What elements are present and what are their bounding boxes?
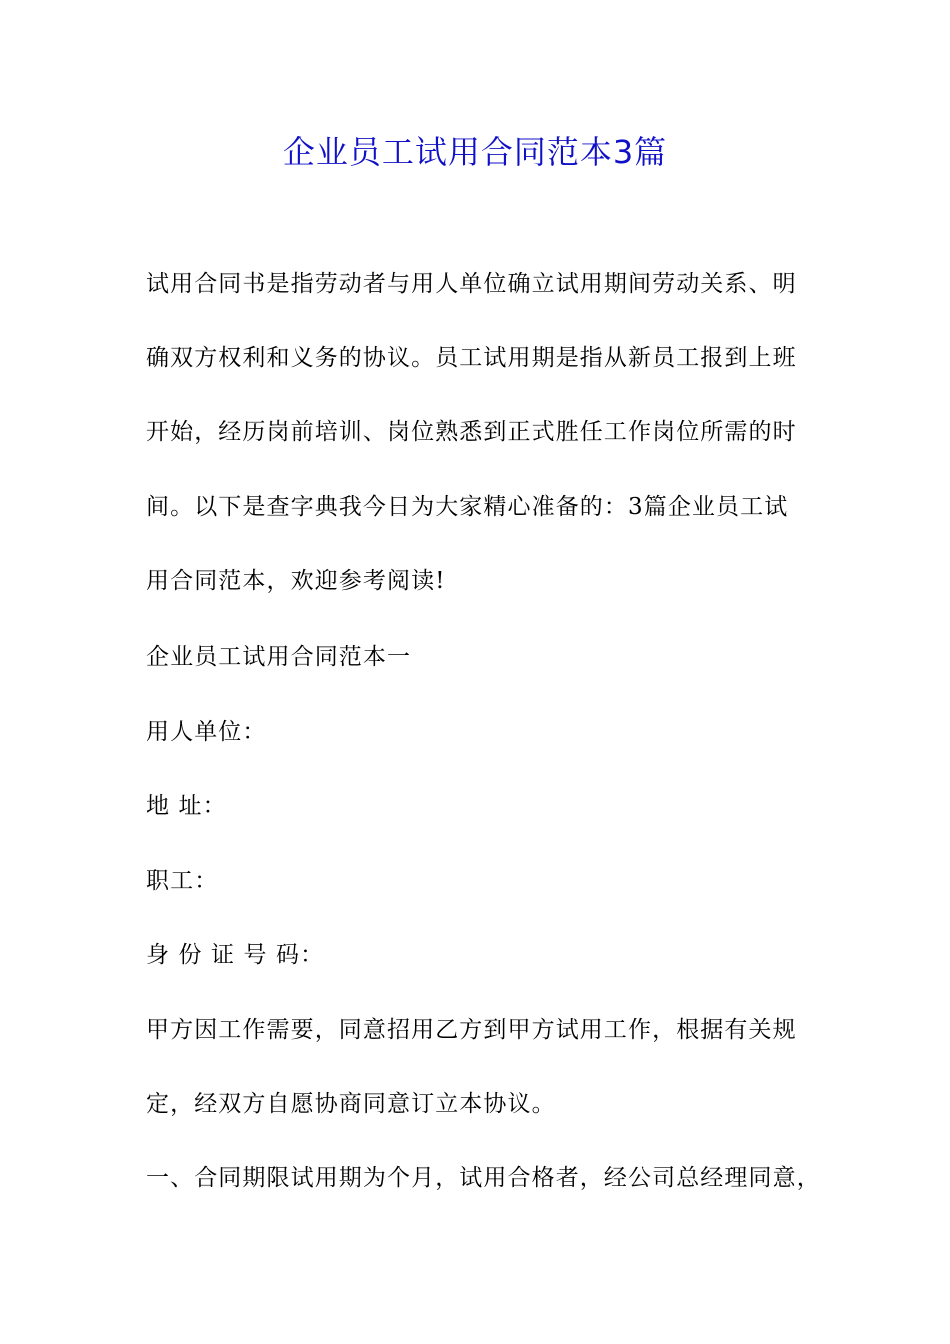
field-id-number: 身 份 证 号 码： bbox=[146, 942, 325, 968]
intro-line-3: 开始，经历岗前培训、岗位熟悉到正式胜任工作岗位所需的时 bbox=[146, 419, 797, 445]
clause-1-line: 一、合同期限试用期为个月，试用合格者，经公司总经理同意， bbox=[146, 1165, 821, 1191]
clause-intro-line-1: 甲方因工作需要，同意招用乙方到甲方试用工作，根据有关规 bbox=[146, 1017, 797, 1043]
field-address: 地 址： bbox=[146, 793, 227, 819]
intro-line-2: 确双方权利和义务的协议。员工试用期是指从新员工报到上班 bbox=[146, 345, 797, 371]
intro-line-1: 试用合同书是指劳动者与用人单位确立试用期间劳动关系、明 bbox=[146, 271, 797, 297]
field-employee: 职工： bbox=[146, 868, 219, 894]
intro-line-4: 间。以下是查字典我今日为大家精心准备的：3篇企业员工试 bbox=[146, 494, 789, 520]
section-heading: 企业员工试用合同范本一 bbox=[146, 644, 412, 670]
field-employer: 用人单位： bbox=[146, 719, 267, 745]
intro-line-5: 用合同范本，欢迎参考阅读! bbox=[146, 568, 446, 594]
clause-intro-line-2: 定，经双方自愿协商同意订立本协议。 bbox=[146, 1091, 556, 1117]
document-title: 企业员工试用合同范本3篇 bbox=[282, 133, 668, 171]
